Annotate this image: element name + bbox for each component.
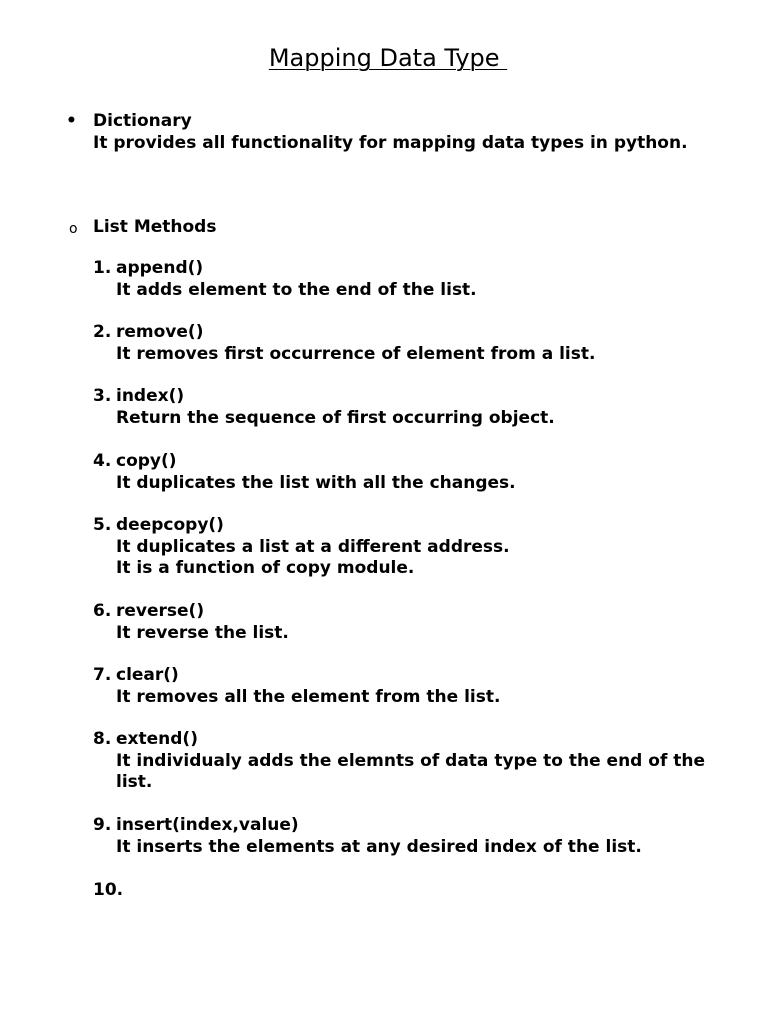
item-number: 10. [93, 880, 124, 900]
method-name: insert(index,value) [116, 815, 299, 835]
page-title-text: Mapping Data Type [268, 44, 508, 72]
method-description: It duplicates a list at a different address. [116, 536, 510, 557]
method-name: copy() [116, 451, 177, 471]
list-item [93, 322, 733, 365]
method-name: append() [116, 258, 204, 278]
list-item [93, 880, 733, 902]
method-name: deepcopy() [116, 515, 224, 535]
method-description: It duplicates the list with all the changes. [116, 472, 516, 493]
list-item [93, 815, 733, 858]
method-name: clear() [116, 665, 179, 685]
list-item [93, 729, 733, 794]
list-item [93, 451, 733, 494]
list-item [93, 386, 733, 429]
method-name: remove() [116, 322, 204, 342]
method-description: It adds element to the end of the list. [116, 279, 477, 300]
list-item [93, 258, 733, 301]
list-item [93, 515, 733, 580]
dictionary-description: It provides all functionality for mapping data types in python. [93, 132, 688, 153]
method-description: Return the sequence of first occurring object. [116, 407, 555, 428]
item-number: 1. [93, 258, 112, 278]
list-item [93, 665, 733, 708]
item-number: 6. [93, 601, 112, 621]
item-number: 9. [93, 815, 112, 835]
page-title [0, 43, 768, 73]
dictionary-section [93, 111, 693, 154]
method-name: extend() [116, 729, 198, 749]
item-number: 4. [93, 451, 112, 471]
list-item [93, 601, 733, 644]
dictionary-heading: Dictionary [93, 111, 192, 131]
bullet-disc-icon: • [66, 111, 77, 131]
method-description: It is a function of copy module. [116, 558, 415, 578]
item-number: 7. [93, 665, 112, 685]
method-description: It removes all the element from the list. [116, 686, 501, 707]
method-name: reverse() [116, 601, 205, 621]
method-name: index() [116, 386, 185, 406]
item-number: 3. [93, 386, 112, 406]
item-number: 5. [93, 515, 112, 535]
method-description: It individualy adds the elemnts of data type to the end of the list. [116, 750, 706, 792]
item-number: 8. [93, 729, 112, 749]
method-description: It inserts the elements at any desired index of the list. [116, 836, 642, 857]
item-number: 2. [93, 322, 112, 342]
method-description: It removes first occurrence of element from a list. [116, 343, 596, 364]
method-description: It reverse the list. [116, 622, 289, 643]
bullet-circle-icon: o [69, 221, 78, 237]
list-methods-heading: List Methods [93, 217, 217, 237]
